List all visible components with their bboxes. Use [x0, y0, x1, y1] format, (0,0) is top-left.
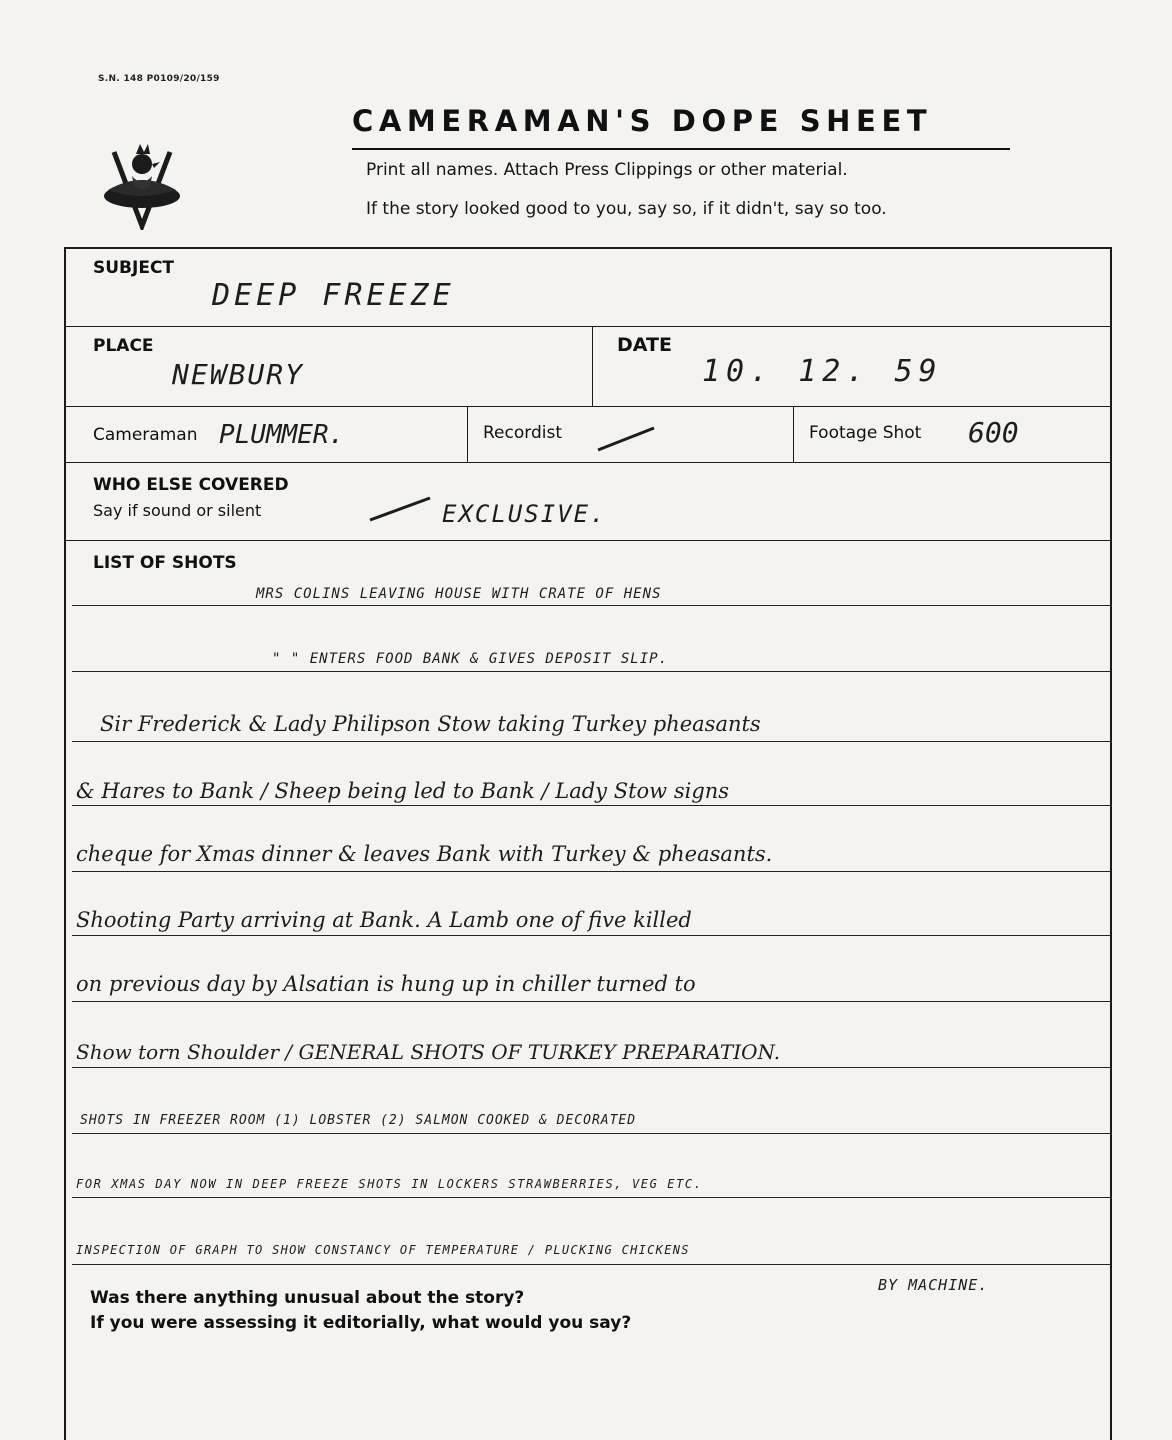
- shot-line-12: BY MACHINE.: [878, 1276, 989, 1294]
- question-editorial: If you were assessing it editorially, what would you say?: [90, 1313, 632, 1333]
- who-else-label: WHO ELSE COVERED: [93, 475, 289, 495]
- pathe-rooster-logo-icon: [96, 140, 188, 230]
- list-of-shots-label: LIST OF SHOTS: [93, 553, 237, 573]
- shot-line-6: Shooting Party arriving at Bank. A Lamb one of five killed: [76, 908, 692, 932]
- instruction-line-2: If the story looked good to you, say so, if it didn't, say so too.: [366, 199, 887, 219]
- shot-line-4: & Hares to Bank / Sheep being led to Bank / Lady Stow signs: [76, 779, 730, 803]
- footage-label: Footage Shot: [809, 423, 922, 443]
- subject-value: DEEP FREEZE: [212, 278, 455, 313]
- shot-rule-4: [72, 805, 1110, 806]
- place-date-separator: [592, 326, 593, 406]
- shot-line-3: Sir Frederick & Lady Philipson Stow taking Turkey pheasants: [100, 712, 761, 736]
- shot-rule-10: [72, 1197, 1110, 1198]
- shot-rule-2: [72, 671, 1110, 672]
- form-left-border: [64, 247, 66, 1440]
- recordist-separator: [793, 406, 794, 462]
- who-else-sublabel: Say if sound or silent: [93, 501, 262, 520]
- shot-line-2: " " ENTERS FOOD BANK & GIVES DEPOSIT SLIP.: [272, 651, 669, 667]
- footage-value: 600: [968, 416, 1019, 449]
- subject-divider: [64, 326, 1112, 327]
- title-underline: [352, 148, 1010, 150]
- shot-line-7: on previous day by Alsatian is hung up in chiller turned to: [76, 972, 696, 996]
- shot-line-11: INSPECTION OF GRAPH TO SHOW CONSTANCY OF TEMPERATURE / PLUCKING CHICKENS: [76, 1243, 690, 1257]
- who-else-divider: [64, 540, 1112, 541]
- shot-rule-8: [72, 1067, 1110, 1068]
- recordist-label: Recordist: [483, 423, 562, 443]
- place-divider: [64, 406, 1112, 407]
- shot-rule-9: [72, 1133, 1110, 1134]
- shot-rule-11: [72, 1264, 1110, 1265]
- date-value: 10. 12. 59: [702, 354, 943, 389]
- shot-rule-6: [72, 935, 1110, 936]
- reference-code: S.N. 148 P0109/20/159: [98, 74, 220, 84]
- who-else-dash-mark: [368, 494, 434, 524]
- shot-rule-1: [72, 605, 1110, 606]
- question-unusual: Was there anything unusual about the story?: [90, 1288, 525, 1308]
- date-label: DATE: [617, 334, 672, 356]
- shot-line-8: Show torn Shoulder / GENERAL SHOTS OF TURKEY PREPARATION.: [76, 1040, 781, 1064]
- cameraman-label: Cameraman: [93, 425, 198, 445]
- recordist-dash-mark: [596, 424, 658, 454]
- shot-line-5: cheque for Xmas dinner & leaves Bank with Turkey & pheasants.: [76, 842, 773, 866]
- shot-line-9: SHOTS IN FREEZER ROOM (1) LOBSTER (2) SALMON COOKED & DECORATED: [80, 1113, 637, 1128]
- place-value: NEWBURY: [172, 358, 305, 391]
- subject-label: SUBJECT: [93, 258, 175, 278]
- shot-rule-3: [72, 741, 1110, 742]
- instruction-line-1: Print all names. Attach Press Clippings or other material.: [366, 160, 848, 180]
- form-top-border: [64, 247, 1112, 249]
- shot-rule-5: [72, 871, 1110, 872]
- place-label: PLACE: [93, 336, 154, 356]
- cameraman-value: PLUMMER.: [219, 420, 345, 450]
- who-else-value: EXCLUSIVE.: [442, 500, 607, 528]
- shot-line-1: MRS COLINS LEAVING HOUSE WITH CRATE OF HENS: [256, 586, 662, 602]
- page-title: CAMERAMAN'S DOPE SHEET: [352, 104, 933, 138]
- shot-rule-7: [72, 1001, 1110, 1002]
- cameraman-separator: [467, 406, 468, 462]
- shot-line-10: FOR XMAS DAY NOW IN DEEP FREEZE SHOTS IN LOCKERS STRAWBERRIES, VEG ETC.: [76, 1177, 703, 1191]
- crew-divider: [64, 462, 1112, 463]
